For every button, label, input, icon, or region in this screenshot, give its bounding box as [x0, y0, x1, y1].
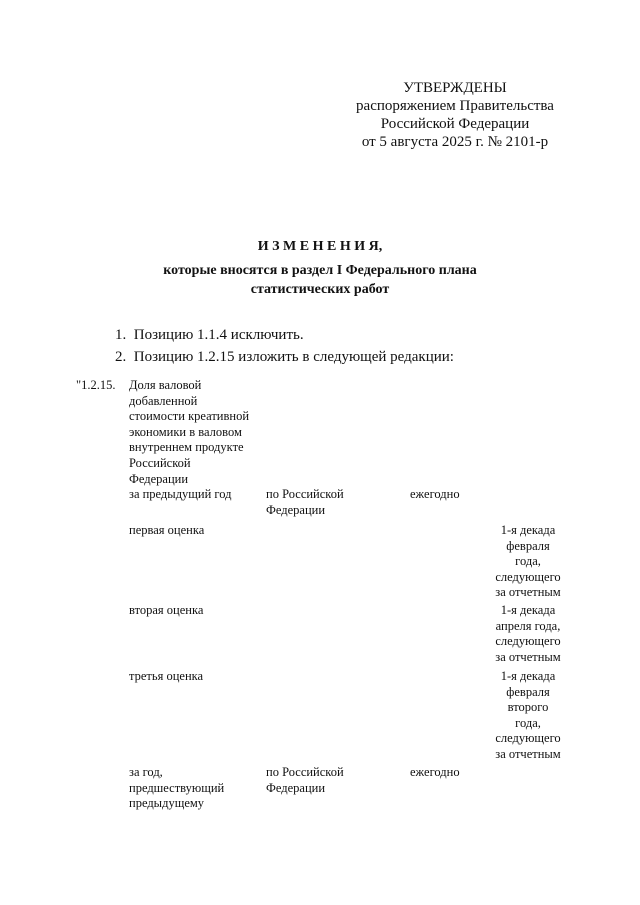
approval-line: распоряжением Правительства — [356, 98, 554, 114]
cell-deadline: 1-я декада февраля второго года, следующего за отчетным — [495, 669, 561, 761]
item-number: 2. — [115, 349, 127, 365]
cell-region: по Российской Федерации — [266, 765, 344, 795]
document-heading — [60, 238, 580, 299]
approval-stamp — [345, 79, 565, 151]
change-item — [115, 324, 595, 346]
item-text: Позицию 1.2.15 изложить в следующей редакции: — [133, 349, 454, 365]
cell-period: ежегодно — [410, 765, 460, 779]
cell-deadline: 1-я декада февраля года, следующего за отчетным — [495, 523, 561, 600]
approval-line: Российской Федерации — [380, 116, 530, 132]
cell-region: по Российской Федерации — [266, 487, 344, 517]
change-list — [115, 324, 595, 368]
approval-date-line: от 5 августа 2025 г. № 2101-р — [361, 134, 549, 150]
cell-name: за год, предшествующий предыдущему — [129, 765, 225, 811]
cell-name: третья оценка — [129, 669, 204, 683]
cell-deadline: 1-я декада апреля года, следующего за отчетным — [495, 603, 561, 664]
cell-name: первая оценка — [129, 523, 205, 537]
heading-title: И З М Е Н Е Н И Я, — [257, 239, 383, 254]
cell-period: ежегодно — [410, 487, 460, 501]
cell-code: "1.2.15. — [76, 378, 116, 392]
cell-name: за предыдущий год — [129, 487, 232, 501]
item-text: Позицию 1.1.4 исключить. — [133, 327, 304, 343]
cell-name: вторая оценка — [129, 603, 204, 617]
change-item — [115, 346, 595, 368]
heading-subtitle-line: которые вносятся в раздел I Федерального плана — [163, 263, 477, 278]
heading-subtitle-line: статистических работ — [250, 282, 390, 297]
item-number: 1. — [115, 327, 127, 343]
approval-title: УТВЕРЖДЕНЫ — [403, 80, 507, 96]
cell-name: Доля валовой добавленной стоимости креативной экономики в валовом внутреннем продукте Российской Федерации — [129, 378, 250, 486]
